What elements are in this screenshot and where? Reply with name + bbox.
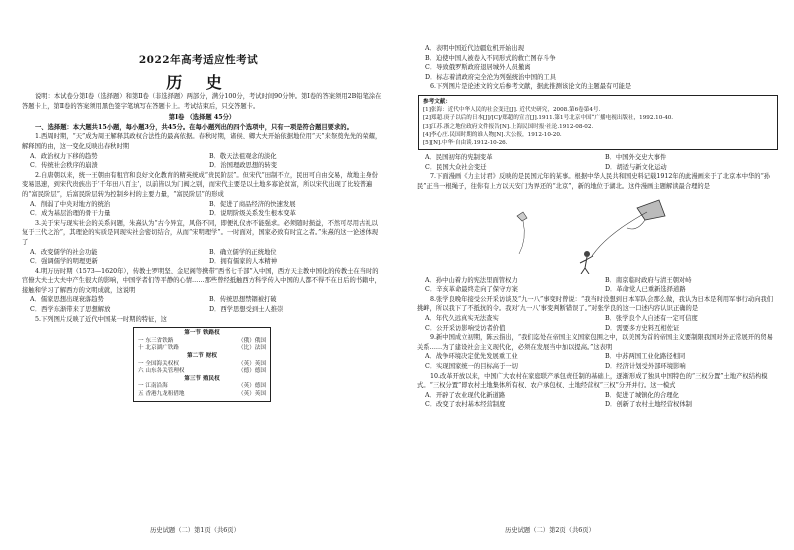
option[interactable]: A．开辟了农业现代化新道路	[425, 391, 506, 399]
option[interactable]: B．传统思想禁锢被打破	[209, 296, 277, 304]
option[interactable]: C．公开采访影响受访者价值	[425, 324, 506, 332]
reference-item: [5][N].中华·自由谈.1912-10-26.	[423, 139, 508, 146]
option[interactable]: C．实现国家统一的目标高于一切	[425, 362, 518, 370]
option[interactable]: B．中国外交史大事件	[605, 154, 667, 162]
question-8-options	[417, 314, 779, 333]
option[interactable]: D．治国理政思想的转变	[209, 162, 278, 170]
figure-row: 六 山东各关管理权 （德）德国	[138, 368, 266, 375]
page-footer: 历史试题（二）第2页（共6页）	[505, 527, 595, 534]
option[interactable]: B．促进了商品经济的快速发展	[209, 200, 296, 208]
question-2-options	[22, 200, 382, 219]
option[interactable]: B．张学良个人自述有一定可信度	[605, 314, 698, 322]
option[interactable]: A．表明中国近代边疆危机开始出现	[425, 45, 525, 52]
option[interactable]: C．导致俄罗斯政府退居城外人员撤离	[425, 64, 531, 72]
option[interactable]: B．确立儒学的正统地位	[209, 248, 277, 256]
figure-row: 十 北京湖广铁路 （比）法国	[138, 345, 266, 352]
figure-row: 一 东三省铁路 （俄）俄国	[138, 337, 266, 344]
option[interactable]: B．迫使中国人被卷入不同形式的救亡图存斗争	[425, 54, 556, 62]
right-page	[397, 0, 794, 550]
option[interactable]: B．促进了城镇化的合理化	[605, 391, 679, 399]
option[interactable]: A．年代久远真实无法查实	[425, 314, 499, 322]
option[interactable]: D．西学思想受到士人推崇	[209, 306, 284, 314]
page-footer: 历史试题（二）第1页（共6页）	[150, 527, 240, 534]
question-3-options	[22, 248, 382, 267]
question-7-stem: 7.下面漫画《力主讨君》反映的是民国元年的某事。根据中华人民共和国史料记载1912年的此漫画来于了北京本中华的“孙民”正当一根绳子，往你有上方以天安门为界还的“北京”，新的地位于湖北。这件漫画主题解读最合理的是	[417, 173, 771, 190]
question-1-options	[22, 152, 382, 171]
option[interactable]: D．需要多方史料互相佐证	[605, 324, 680, 332]
option[interactable]: C．成为基层治理的骨干力量	[30, 210, 111, 218]
option[interactable]: B．南京临时政府与清王朝对峙	[605, 276, 692, 284]
reference-item: [2]郑超.庚子以后的日本[J]/[C]/郑超的宣言[J].1911.第1号北京中国“广播电视出版社，1992.10-40.	[423, 115, 674, 122]
option[interactable]: D．革命党人已重新选择道路	[605, 286, 686, 294]
section-intro: 一、选择题：本大题共15小题，每小题3分，共45分。在每小题列出的四个选项中，只有一项是符合题目要求的。	[35, 123, 353, 131]
option[interactable]: C．民国大众社会变迁	[425, 163, 487, 171]
figure-section-heading: 第二节 财权	[187, 353, 217, 360]
question-6-options	[417, 153, 779, 172]
option[interactable]: A．儒家思想出现衰落趋势	[30, 296, 104, 304]
figure-row: 一 全国海关权权 （英）英国	[138, 360, 266, 367]
reference-item: [4]李心庄.民国时期的谁人物[N].大公报，1912-10-20.	[423, 131, 562, 138]
question-5-figure	[133, 327, 271, 401]
option[interactable]: C．辛亥革命最终走向了保守方案	[425, 286, 518, 294]
option[interactable]: C．西学东渐带来了思想解放	[30, 306, 111, 314]
references-box	[418, 95, 778, 150]
references-heading: 参考文献：	[423, 98, 451, 105]
option[interactable]: A．孙中山着力的宪法里面管权力	[425, 276, 518, 284]
option[interactable]: D．创新了农村土地经营权体制	[605, 401, 692, 409]
subject-title: 历 史	[166, 73, 231, 92]
question-9-stem: 9.新中国成立初期，陈云指出，“我们迄处在帝国主义国家包围之中，以美国为首的帝国主义要制限我国对外正常展开的贸易关系……为了建设社会主义现代化，必须在发展当中加以提高。”这表明	[417, 334, 773, 351]
option[interactable]: B．中苏两国工业化路径相同	[605, 353, 686, 361]
option[interactable]: B．敬天法祖观念的淡化	[209, 152, 277, 160]
question-6-stem: 6.下列图片是论述文的文后参考文献，据此推测该论文的主题最有可能是	[430, 83, 632, 91]
option[interactable]: A．战争环境决定优先发展重工业	[425, 353, 518, 361]
question-5-options	[417, 44, 779, 82]
question-8-stem: 8.张学良晚年接受公开采访谈及“九一八”事变时曾说：“我当时没想到日本军队会那么做，我认为日本是利用军事行动向我们挑衅，所以我下了不抵抗的令。我对‘九一八’事变判断错误了。”对张学良的这一口述内容认识正确的是	[417, 295, 774, 313]
question-5-stem: 5.下列图片反映了近代中国某一时期的特征，这	[35, 315, 167, 323]
option[interactable]: C．传统社会秩序的崩溃	[30, 162, 98, 170]
question-4-stem: 4.明万历时期（1573—1620年），传教士罗明坚、金尼阁等携带“西书七千部”入中国，西方天主教中国化的传教士在当时的官僚大夫士大夫中产生很大的影响，中国学者们等平静的心情……那些曾经抵触西方科学传入中国的人都不得不在日后的书籍中，接触和学习了解西方的文明成就，这说明	[22, 267, 381, 294]
question-10-stem: 10.改革开放以来，中国广大农村在家庭联产承包责任制的基础上，逐渐形成了独具中国特色的“三权分置”土地产权结构模式。“三权分置”即农村土地集体所有权、农户承包权、土地经营权“三权”分开并行。这一模式	[417, 372, 768, 390]
question-3-stem: 3.关于宋与现实社会的关系问题，朱熹认为“古今异宜，风俗不同，即便礼仪亦不能强求。必须随时损益，不然可尽用古礼以复于三代之治”，其理论的实质是同现实社会密切结合，从而“宋明理学”。一时面对，国家必致有时宜之者。”朱熹的这一论述体现了	[22, 219, 379, 246]
question-2-stem: 2.自唐朝以来，统一王朝由有租官和良好文化教育的精英统成“贵民阶层”。但宋代“田制不立，民田可自由交易，故地主身份变易迅速，到宋代贵族出于‘千年田八百主’，以前皆以为门阀之别，而宋代主要是以土地多寡论贫富，所以宋代出现了比较普遍的“富民阶层”，后富民阶层转为控制乡村的主要力量，“富民阶层”的形成	[22, 171, 379, 198]
option[interactable]: D．经济计划受外部环境影响	[605, 362, 686, 370]
figure-section-heading: 第三节 殖民权	[184, 375, 220, 382]
option[interactable]: A．民国初年的宪制变革	[425, 154, 493, 162]
reference-item: [3]江苏.浙之地位政府文件报告[N].上海民国时报·社论.1912-08-02.	[423, 123, 594, 130]
option[interactable]: A．政治权力下移的趋势	[30, 152, 98, 160]
option[interactable]: C．强调儒学的明理更新	[30, 258, 98, 266]
figure-row: 一 江南沿海 （英）德国	[138, 383, 266, 390]
right-column	[417, 44, 779, 410]
left-column	[22, 92, 382, 405]
cartoon-kite-illustration	[487, 194, 687, 274]
option[interactable]: A．削弱了中央对地方的统治	[30, 200, 111, 208]
figure-section-heading: 第一节 铁路权	[184, 330, 220, 337]
question-7-options	[417, 276, 779, 295]
figure-row: 五 香港九龙租借地 （英）英国	[138, 391, 266, 397]
option[interactable]: C．改变了农村基本经营制度	[425, 401, 506, 409]
option[interactable]: D．拥有儒家的人本精神	[209, 258, 278, 266]
option[interactable]: A．改变儒学的社会功能	[30, 248, 98, 256]
option[interactable]: D．胡适与新文化运动	[605, 163, 667, 171]
option[interactable]: D．说明阶级关系发生根本变革	[209, 210, 296, 218]
question-4-options	[22, 295, 382, 314]
question-1-stem: 1.西周时期，“天”成为周王解释其政权合法性的最高依据。春秋时期，诸侯、卿大夫开始依据地位用“天”来祭奠先先的荣耀，解释国的由，这一变化反映出春秋时期	[22, 133, 382, 150]
instructions: 说明：本试卷分第Ⅰ卷（选择题）和第Ⅱ卷（非选择题）两部分，满分100分，考试时间90分钟。第Ⅰ卷的答案须用2B铅笔涂在答题卡上，第Ⅱ卷的答案须用黑色签字笔填写在答题卡上。考试结束后，只交答题卡。	[22, 93, 382, 110]
section-title: 第Ⅰ卷 （选择题 45分）	[168, 114, 236, 122]
question-9-options	[417, 352, 779, 371]
question-10-options	[417, 391, 779, 410]
option[interactable]: D．标志着清政府完全沦为列强统治中国的工具	[425, 73, 556, 81]
reference-item: [1]张海：近代中华人民的社会变迁[J]. 近代史研究，2008.第6卷第4号.	[423, 107, 601, 114]
exam-title: 2022年高考适应性考试	[138, 54, 259, 66]
